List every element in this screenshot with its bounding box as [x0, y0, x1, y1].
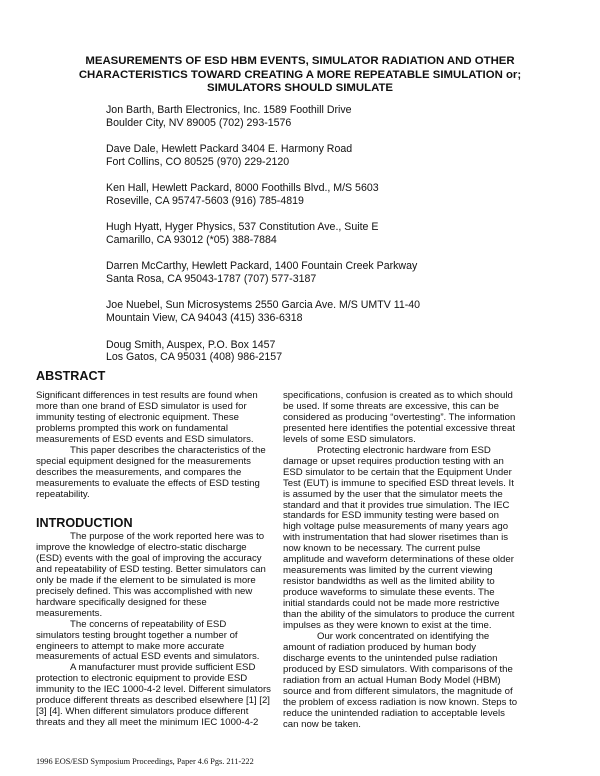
author-address: Mountain View, CA 94043 (415) 336-6318 — [106, 312, 303, 325]
author-address: Fort Collins, CO 80525 (970) 229-2120 — [106, 155, 290, 168]
right-paragraph: Protecting electronic hardware from ESD damage or upset requires production testing with an ESD simulator to be certain that the Equipment Under Test (EUT) is immune to specified ESD threat levels. It is assumed by the user that the simulator meets the standard and that it provides true simulation. The IEC standards for ESD immunity testing were based on high voltage pulse measurements of many years ago with instrumentation that had slower risetimes than is now known to be necessary. The current pulse amplitude and waveform determinations of these older measurements was limited by the current viewing resistor bandwidths as well as the limited ability to produce waveforms to simulate these events. The initial standards could not be made more restrictive than the ability of the simulators to produce the current impulses as they were known to exist at the time. — [283, 444, 515, 632]
author-name-affiliation: Dave Dale, Hewlett Packard 3404 E. Harmony Road — [106, 143, 353, 156]
title-line: CHARACTERISTICS TOWARD CREATING A MORE REPEATABLE SIMULATION or; — [78, 68, 522, 81]
author-block — [106, 221, 536, 247]
introduction-heading: INTRODUCTION — [36, 516, 133, 530]
author-block — [106, 182, 536, 208]
abstract-heading: ABSTRACT — [36, 369, 106, 383]
author-name-affiliation: Hugh Hyatt, Hyger Physics, 537 Constitution Ave., Suite E — [106, 221, 379, 234]
introduction-paragraph: A manufacturer must provide sufficient ESD protection to electronic equipment to provide ESD immunity to the IEC 1000-4-2 level. Different simulators produce different threats as described elsewhere [1] [2] [3] [4]. When different simulators produce different threats and they all meet the minimum IEC 1000-4-2 — [36, 662, 271, 729]
author-address: Santa Rosa, CA 95043-1787 (707) 577-3187 — [106, 273, 317, 286]
abstract-paragraph: Significant differences in test results are found when more than one brand of ESD simulator is used for immunity testing of electronic equipment. These problems prompted this work on fundamental measurements of ESD events and ESD simulators. — [36, 390, 258, 445]
author-block — [106, 299, 536, 325]
introduction-paragraph: The purpose of the work reported here was to improve the knowledge of electro-static discharge (ESD) events with the goal of improving the accuracy and repeatability of ESD testing. Better simulators can only be made if the element to be simulated is more precisely defined. This was accomplished with new hardware specifically designed for these measurements. — [36, 531, 266, 619]
author-name-affiliation: Darren McCarthy, Hewlett Packard, 1400 Fountain Creek Parkway — [106, 260, 418, 273]
right-column — [283, 391, 518, 731]
author-block — [106, 104, 536, 130]
author-name-affiliation: Jon Barth, Barth Electronics, Inc. 1589 Foothill Drive — [106, 104, 352, 116]
introduction-paragraph: The concerns of repeatability of ESD simulators testing brought together a number of engineers to attempt to make more accurate measurements of actual ESD events and simulators. — [36, 618, 260, 663]
author-block — [106, 260, 536, 286]
left-column — [36, 391, 271, 501]
footer-citation: 1996 EOS/ESD Symposium Proceedings, Paper 4.6 Pgs. 211-222 — [36, 757, 254, 766]
abstract-paragraph: This paper describes the characteristics of the special equipment designed for the measurements describes the measurements, and compares the measurements to evaluate the effects of ESD testing repeatability. — [36, 444, 266, 500]
introduction-body — [36, 532, 271, 729]
author-block — [106, 339, 536, 365]
author-name-affiliation: Doug Smith, Auspex, P.O. Box 1457 — [106, 338, 276, 351]
author-address: Roseville, CA 95747-5603 (916) 785-4819 — [106, 194, 304, 207]
right-paragraph: Our work concentrated on identifying the amount of radiation produced by human body discharge events to the unintended pulse radiation produced by ESD simulators. With comparisons of the radiation from an actual Human Body Model (HBM) source and from different simulators, the magnitude of the problem of excess radiation is now known. Steps to reduce the unintended radiation to acceptable levels can now be taken. — [283, 630, 518, 730]
author-address: Los Gatos, CA 95031 (408) 986-2157 — [106, 351, 283, 364]
author-list — [106, 104, 536, 378]
title-line: MEASUREMENTS OF ESD HBM EVENTS, SIMULATOR RADIATION AND OTHER — [85, 55, 515, 67]
title-line: SIMULATORS SHOULD SIMULATE — [206, 82, 394, 94]
author-address: Camarillo, CA 93012 (*05) 388-7884 — [106, 234, 277, 247]
paper-title — [62, 55, 538, 96]
author-name-affiliation: Ken Hall, Hewlett Packard, 8000 Foothills Blvd., M/S 5603 — [106, 182, 379, 195]
author-name-affiliation: Joe Nuebel, Sun Microsystems 2550 Garcia Ave. M/S UMTV 11-40 — [106, 299, 421, 312]
author-block — [106, 143, 536, 169]
right-paragraph: specifications, confusion is created as to which should be used. If some threats are excessive, this can be considered as producing “overtesting”. The information presented here identifies the potential excessive threat levels of some ESD simulators. — [283, 390, 516, 445]
author-address: Boulder City, NV 89005 (702) 293-1576 — [106, 116, 292, 129]
